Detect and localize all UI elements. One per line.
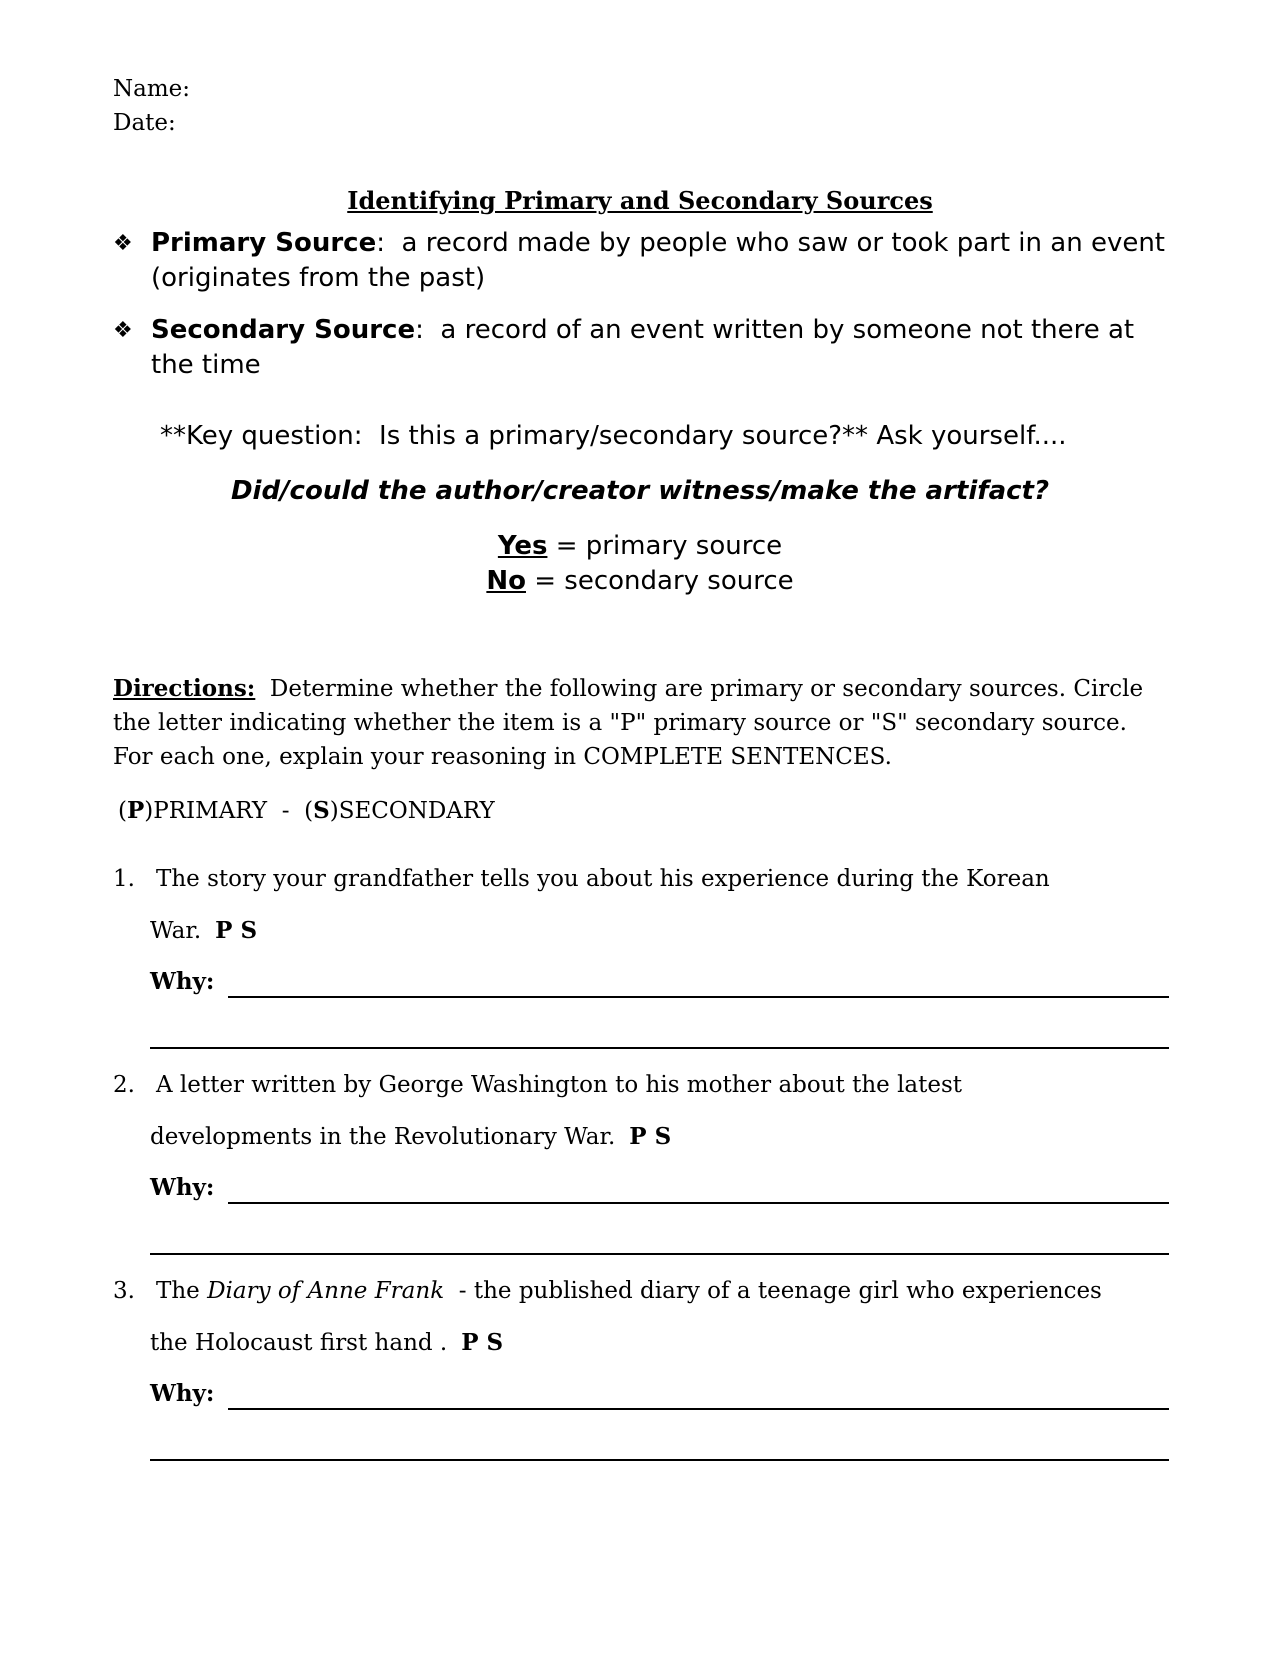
yes-label: Yes <box>497 531 548 561</box>
legend-s-word: SECONDARY <box>338 798 495 824</box>
definition-body <box>151 313 1171 383</box>
choice-p-s[interactable]: P S <box>215 917 258 944</box>
question-text <box>156 1278 1102 1304</box>
question-text-suffix: - the published diary of a teenage girl who experiences <box>444 1278 1102 1304</box>
answer-yes <box>0 531 1280 561</box>
key-question: **Key question: Is this a primary/secondary source?** Ask yourself.... <box>160 421 1067 451</box>
answer-line[interactable] <box>228 1202 1169 1204</box>
definition-body <box>151 226 1174 296</box>
question-text-line2: developments in the Revolutionary War. <box>150 1124 616 1150</box>
question-text: The story your grandfather tells you about his experience during the Korean <box>156 866 1050 892</box>
answer-line[interactable] <box>150 1047 1169 1049</box>
diamond-bullet-icon: ❖ <box>113 231 133 256</box>
no-label: No <box>486 566 526 596</box>
legend-s-letter: S <box>313 797 330 824</box>
definition-secondary <box>113 313 1173 385</box>
definition-term: Secondary Source <box>151 315 416 345</box>
legend-dash: - <box>267 798 305 824</box>
question-text-line2: the Holocaust first hand . <box>150 1330 448 1356</box>
answer-line[interactable] <box>150 1253 1169 1255</box>
diamond-bullet-icon: ❖ <box>113 318 133 343</box>
definition-primary <box>113 226 1173 298</box>
choice-p-s[interactable]: P S <box>461 1329 504 1356</box>
question-text: A letter written by George Washington to his mother about the latest <box>156 1072 963 1098</box>
why-label: Why: <box>150 968 215 995</box>
directions-text: Determine whether the following are primary or secondary sources. Circle the letter indicating whether the item is a "P" primary source or "S" secondary source. For each one, explain your reasoning in COMPLETE SENTENCES. <box>113 676 1151 770</box>
name-label: Name: <box>113 76 191 102</box>
legend-p-word: PRIMARY <box>153 798 268 824</box>
directions-label: Directions: <box>113 675 256 702</box>
question-text-continued <box>150 1329 503 1356</box>
question-text-continued <box>150 1123 671 1150</box>
definition-term: Primary Source <box>151 228 377 258</box>
page-title: Identifying Primary and Secondary Sources <box>347 186 933 215</box>
no-text: = secondary source <box>525 566 794 596</box>
why-label: Why: <box>150 1174 215 1201</box>
question-text-prefix: The <box>156 1278 208 1304</box>
answer-no <box>0 566 1280 596</box>
yes-text: = primary source <box>547 531 783 561</box>
question-number: 3. <box>113 1278 135 1304</box>
question-number: 1. <box>113 866 135 892</box>
definition-separator: : <box>376 228 385 258</box>
witness-question: Did/could the author/creator witness/make the artifact? <box>230 476 1050 506</box>
date-label: Date: <box>113 110 176 136</box>
legend-p-letter: P <box>126 797 145 824</box>
why-label: Why: <box>150 1380 215 1407</box>
definition-text: a record of an event written by someone not there at the time <box>151 315 1143 380</box>
answer-key-legend: (P)PRIMARY - (S)SECONDARY <box>118 797 495 824</box>
answer-line[interactable] <box>150 1459 1169 1461</box>
definition-text: a record made by people who saw or took part in an event (originates from the past) <box>151 228 1174 293</box>
question-text-continued <box>150 917 257 944</box>
answer-line[interactable] <box>228 996 1169 998</box>
answer-line[interactable] <box>228 1408 1169 1410</box>
question-number: 2. <box>113 1072 135 1098</box>
directions <box>113 672 1178 774</box>
choice-p-s[interactable]: P S <box>629 1123 672 1150</box>
question-text-line2: War. <box>150 918 202 944</box>
definition-separator: : <box>415 315 424 345</box>
book-title: Diary of Anne Frank <box>207 1278 445 1304</box>
